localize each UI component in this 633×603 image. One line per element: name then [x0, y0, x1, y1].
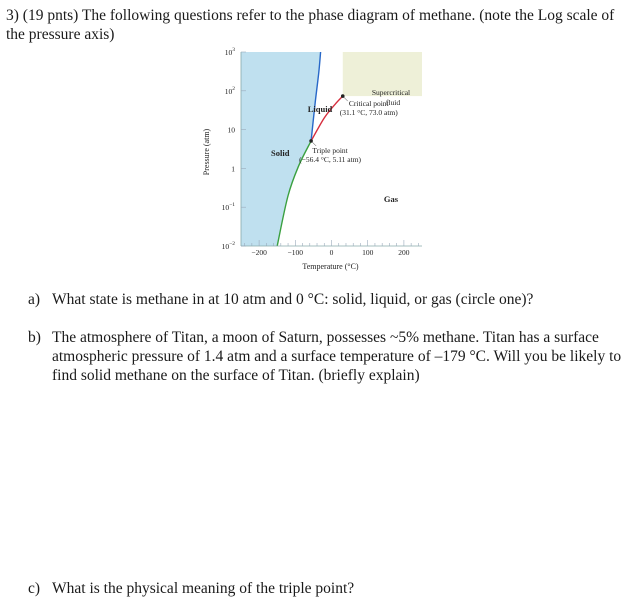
- triple-point-label-line2: (−56.4 °C, 5.11 atm): [299, 154, 362, 164]
- x-axis-title: Temperature (°C): [302, 262, 359, 271]
- y-tick-label: $10^3$: [224, 47, 235, 57]
- y-tick-label: $10^{-2}$: [221, 241, 235, 251]
- part-c-text: What is the physical meaning of the triple point?: [52, 580, 355, 597]
- x-tick-label: 0: [329, 248, 334, 257]
- phase-diagram: [196, 47, 436, 284]
- question-intro: 3) (19 pnts) The following questions refer to the phase diagram of methane. (note the Log scale of the pressure axis): [6, 7, 615, 43]
- x-tick-label: 200: [398, 248, 410, 257]
- y-tick-label: $10^2$: [224, 85, 235, 96]
- supercritical-label-line2: fluid: [385, 98, 401, 107]
- x-tick-label: −200: [251, 248, 267, 257]
- part-a-text: What state is methane in at 10 atm and 0 °C: solid, liquid, or gas (circle one)?: [52, 291, 534, 308]
- critical-point-leader: [344, 97, 348, 101]
- y-tick-label: $10^{-1}$: [221, 202, 235, 213]
- part-b-text: The atmosphere of Titan, a moon of Saturn, possesses ~5% methane. Titan has a surface atmospheric pressure of 1.4 atm and a surface temperature of –179 °C. Will you be likely to find solid methane on the surface of Titan. (briefly explain): [52, 329, 622, 384]
- x-tick-label: −100: [287, 248, 304, 257]
- part-a-label: a): [28, 291, 41, 308]
- y-tick-label: 1: [231, 164, 235, 174]
- triple-point-label-line1: Triple point: [312, 145, 348, 155]
- critical-point-label-line2: (31.1 °C, 73.0 atm): [339, 108, 398, 118]
- critical-point-label-line1: Critical point: [348, 99, 389, 109]
- liquid-label: Liquid: [307, 104, 333, 114]
- y-axis-title: Pressure (atm): [202, 128, 211, 176]
- y-tick-label: 10: [227, 125, 235, 135]
- part-c-label: c): [28, 580, 41, 597]
- x-tick-label: 100: [362, 248, 374, 257]
- supercritical-label-line1: Supercritical: [371, 88, 411, 97]
- part-b-label: b): [28, 329, 41, 346]
- gas-label: Gas: [383, 194, 399, 204]
- solid-label: Solid: [271, 148, 290, 158]
